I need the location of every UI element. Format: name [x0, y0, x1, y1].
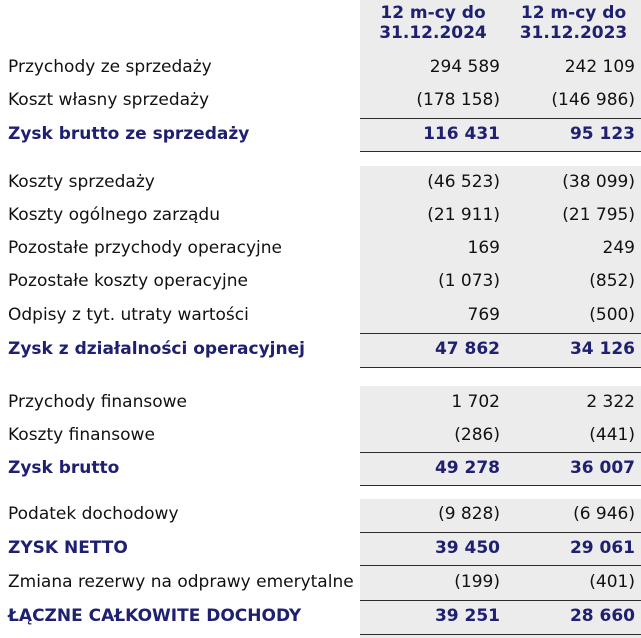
- rule-below-profit-before-tax: [360, 485, 641, 486]
- value-2024: (1 073): [438, 271, 500, 291]
- column-header-2024: [360, 3, 506, 43]
- row-financial-income: [0, 386, 641, 419]
- row-gross-profit-on-sales: [0, 118, 641, 151]
- row-net-profit: [0, 532, 641, 565]
- rule-below-gross-profit: [360, 151, 641, 152]
- value-2023: 2 322: [586, 392, 635, 412]
- row-revenue: [0, 51, 641, 84]
- row-operating-profit: [0, 333, 641, 366]
- row-label: Odpisy z tyt. utraty wartości: [8, 305, 249, 325]
- value-2023: (852): [589, 271, 635, 291]
- value-2024: 294 589: [429, 57, 500, 77]
- value-2023: (441): [589, 425, 635, 445]
- row-other-operating-income: [0, 232, 641, 265]
- row-selling-costs: [0, 166, 641, 199]
- row-label: Przychody ze sprzedaży: [8, 57, 212, 77]
- column-header-2023-period: 12 m-cy do: [520, 3, 627, 23]
- row-financial-costs: [0, 419, 641, 452]
- value-2023: (500): [589, 305, 635, 325]
- rule-below-total-comprehensive-income: [360, 634, 641, 635]
- value-2024: (46 523): [427, 172, 500, 192]
- value-2024: 39 251: [434, 606, 500, 626]
- value-2023: (38 099): [562, 172, 635, 192]
- value-2023: 28 660: [569, 606, 635, 626]
- row-label: Pozostałe przychody operacyjne: [8, 238, 282, 258]
- value-2023: 29 061: [569, 538, 635, 558]
- value-2024: (21 911): [427, 205, 500, 225]
- row-label: Zmiana rezerwy na odprawy emerytalne: [8, 572, 354, 592]
- row-label: Koszty ogólnego zarządu: [8, 205, 220, 225]
- row-general-admin-costs: [0, 199, 641, 232]
- value-2023: 249: [602, 238, 635, 258]
- value-2023: (6 946): [573, 504, 635, 524]
- value-2024: 1 702: [451, 392, 500, 412]
- value-2023: (146 986): [551, 90, 635, 110]
- row-income-tax: [0, 498, 641, 531]
- column-header-2023: [506, 3, 641, 43]
- value-2024: 116 431: [423, 124, 500, 144]
- row-label: Podatek dochodowy: [8, 504, 179, 524]
- row-total-comprehensive-income: [0, 600, 641, 633]
- row-label: Przychody finansowe: [8, 392, 187, 412]
- row-label: Koszt własny sprzedaży: [8, 90, 210, 110]
- value-2024: 47 862: [434, 339, 500, 359]
- value-2023: 95 123: [569, 124, 635, 144]
- value-2023: (21 795): [562, 205, 635, 225]
- value-2024: 769: [467, 305, 500, 325]
- row-label: Zysk z działalności operacyjnej: [8, 339, 305, 359]
- row-profit-before-tax: [0, 452, 641, 485]
- value-2024: 39 450: [434, 538, 500, 558]
- row-label: Koszty finansowe: [8, 425, 155, 445]
- column-header-2024-date: 31.12.2024: [379, 23, 487, 43]
- value-2023: (401): [589, 572, 635, 592]
- row-impairment: [0, 299, 641, 332]
- row-label: Zysk brutto ze sprzedaży: [8, 124, 250, 144]
- value-2024: (9 828): [438, 504, 500, 524]
- value-2024: 169: [467, 238, 500, 258]
- value-2023: 36 007: [569, 458, 635, 478]
- value-2024: 49 278: [434, 458, 500, 478]
- row-label: Zysk brutto: [8, 458, 120, 478]
- column-header-2023-date: 31.12.2023: [519, 23, 628, 43]
- row-other-operating-costs: [0, 265, 641, 298]
- row-label: ŁĄCZNE CAŁKOWITE DOCHODY: [8, 606, 302, 626]
- value-2024: (199): [454, 572, 500, 592]
- value-2023: 242 109: [564, 57, 635, 77]
- rule-below-operating-profit: [360, 367, 641, 368]
- row-label: Koszty sprzedaży: [8, 172, 155, 192]
- row-retirement-provision-change: [0, 566, 641, 599]
- value-2024: (286): [454, 425, 500, 445]
- value-2024: (178 158): [416, 90, 500, 110]
- column-header-2024-period: 12 m-cy do: [380, 3, 486, 23]
- row-label: ZYSK NETTO: [8, 538, 128, 558]
- row-label: Pozostałe koszty operacyjne: [8, 271, 248, 291]
- row-cost-of-sales: [0, 84, 641, 117]
- value-2023: 34 126: [569, 339, 635, 359]
